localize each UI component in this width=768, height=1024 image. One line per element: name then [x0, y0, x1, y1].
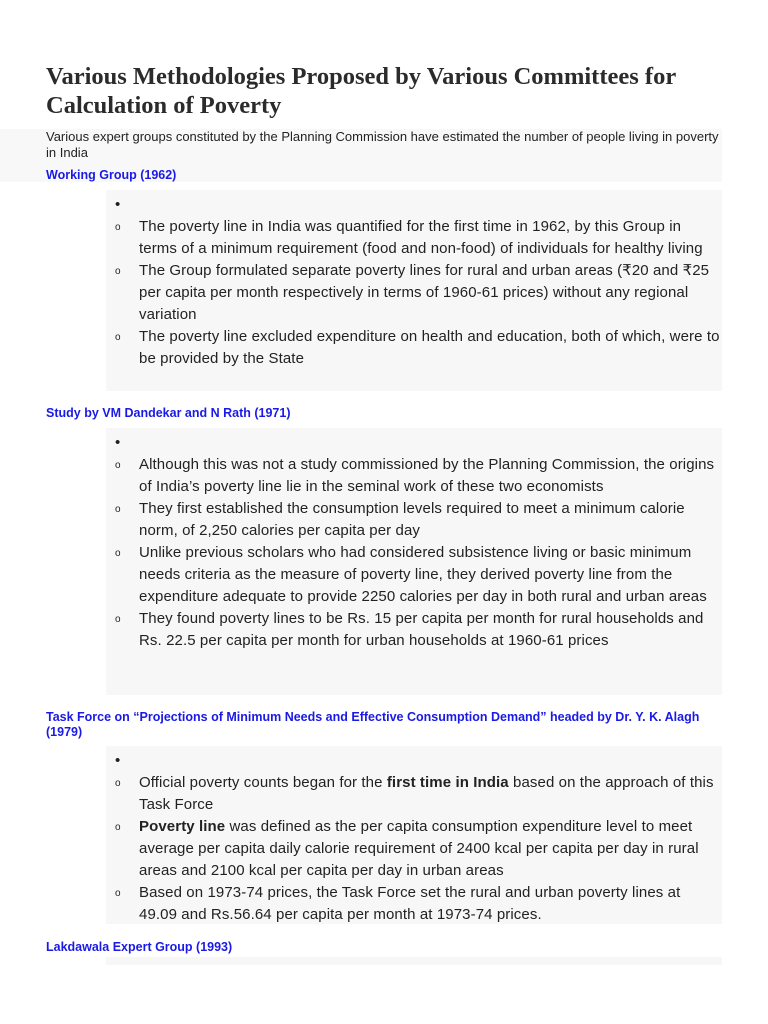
intro-paragraph: Various expert groups constituted by the Planning Commission have estimated the number of people living in poverty in India: [46, 129, 719, 160]
section-heading-working-group: Working Group (1962): [46, 168, 177, 182]
bullet-icon: •: [115, 196, 121, 213]
circle-bullet-icon: o: [115, 266, 121, 277]
list-item-text: based on the approach of this Task Force: [139, 774, 714, 813]
list-item: [106, 816, 722, 882]
circle-bullet-icon: o: [115, 778, 121, 789]
list-item: [106, 882, 722, 926]
list-item-text: They first established the consumption levels required to meet a minimum calorie norm, of 2,250 calories per capita per day: [139, 500, 685, 539]
circle-bullet-icon: o: [115, 548, 121, 559]
circle-bullet-icon: o: [115, 332, 121, 343]
list-item-text: Although this was not a study commissioned by the Planning Commission, the origins of India’s poverty line lie in the seminal work of these two economists: [139, 456, 715, 495]
section-background: [106, 957, 722, 965]
list-item: [106, 608, 722, 652]
bullet-icon: •: [115, 434, 121, 451]
bold-emphasis: first time in India: [386, 774, 509, 791]
list-item: [106, 454, 722, 498]
circle-bullet-icon: o: [115, 504, 121, 515]
bullet-list-working-group: [106, 194, 722, 370]
circle-bullet-icon: o: [115, 888, 121, 899]
bullet-list-dandekar-rath: [106, 432, 722, 652]
circle-bullet-icon: o: [115, 614, 121, 625]
section-heading-dandekar-rath: Study by VM Dandekar and N Rath (1971): [46, 406, 291, 420]
list-item: [106, 772, 722, 816]
circle-bullet-icon: o: [115, 222, 121, 233]
section-heading-lakdawala: Lakdawala Expert Group (1993): [46, 940, 233, 954]
list-item: [106, 260, 722, 326]
list-item: [106, 498, 722, 542]
list-item-text: The poverty line in India was quantified for the first time in 1962, by this Group in terms of a minimum requirement (food and non-food) of individuals for healthy living: [139, 218, 703, 257]
section-heading-alagh-task-force: Task Force on “Projections of Minimum Needs and Effective Consumption Demand” headed by Dr. Y. K. Alagh (1979): [46, 710, 700, 739]
circle-bullet-icon: o: [115, 460, 121, 471]
list-item-text: Official poverty counts began for the: [139, 774, 387, 791]
list-item: [106, 750, 722, 772]
list-item-text: Unlike previous scholars who had considered subsistence living or basic minimum needs criteria as the measure of poverty line, they derived poverty line from the expenditure adequate to provide 2250 calories per day in both rural and urban areas: [139, 544, 707, 605]
list-item: [106, 194, 722, 216]
bold-emphasis: Poverty line: [139, 818, 226, 835]
list-item: [106, 432, 722, 454]
list-item-text: Based on 1973-74 prices, the Task Force set the rural and urban poverty lines at 49.09 and Rs.56.64 per capita per month at 1973-74 prices.: [139, 884, 681, 923]
list-item: [106, 216, 722, 260]
list-item-text: The poverty line excluded expenditure on health and education, both of which, were to be provided by the State: [139, 328, 720, 367]
page-title: Various Methodologies Proposed by Various Committees for Calculation of Poverty: [46, 63, 676, 119]
list-item-text: The Group formulated separate poverty lines for rural and urban areas (₹20 and ₹25 per capita per month respectively in terms of 1960-61 prices) without any regional variation: [139, 262, 710, 323]
list-item-text: They found poverty lines to be Rs. 15 per capita per month for rural households and Rs. 22.5 per capita per month for urban households at 1960-61 prices: [139, 610, 704, 649]
list-item-text: was defined as the per capita consumption expenditure level to meet average per capita daily calorie requirement of 2400 kcal per capita per day in rural areas and 2100 kcal per capita per day in urban areas: [139, 818, 699, 879]
list-item: [106, 326, 722, 370]
circle-bullet-icon: o: [115, 822, 121, 833]
list-item: [106, 542, 722, 608]
bullet-list-alagh-task-force: [106, 750, 722, 926]
bullet-icon: •: [115, 752, 121, 769]
